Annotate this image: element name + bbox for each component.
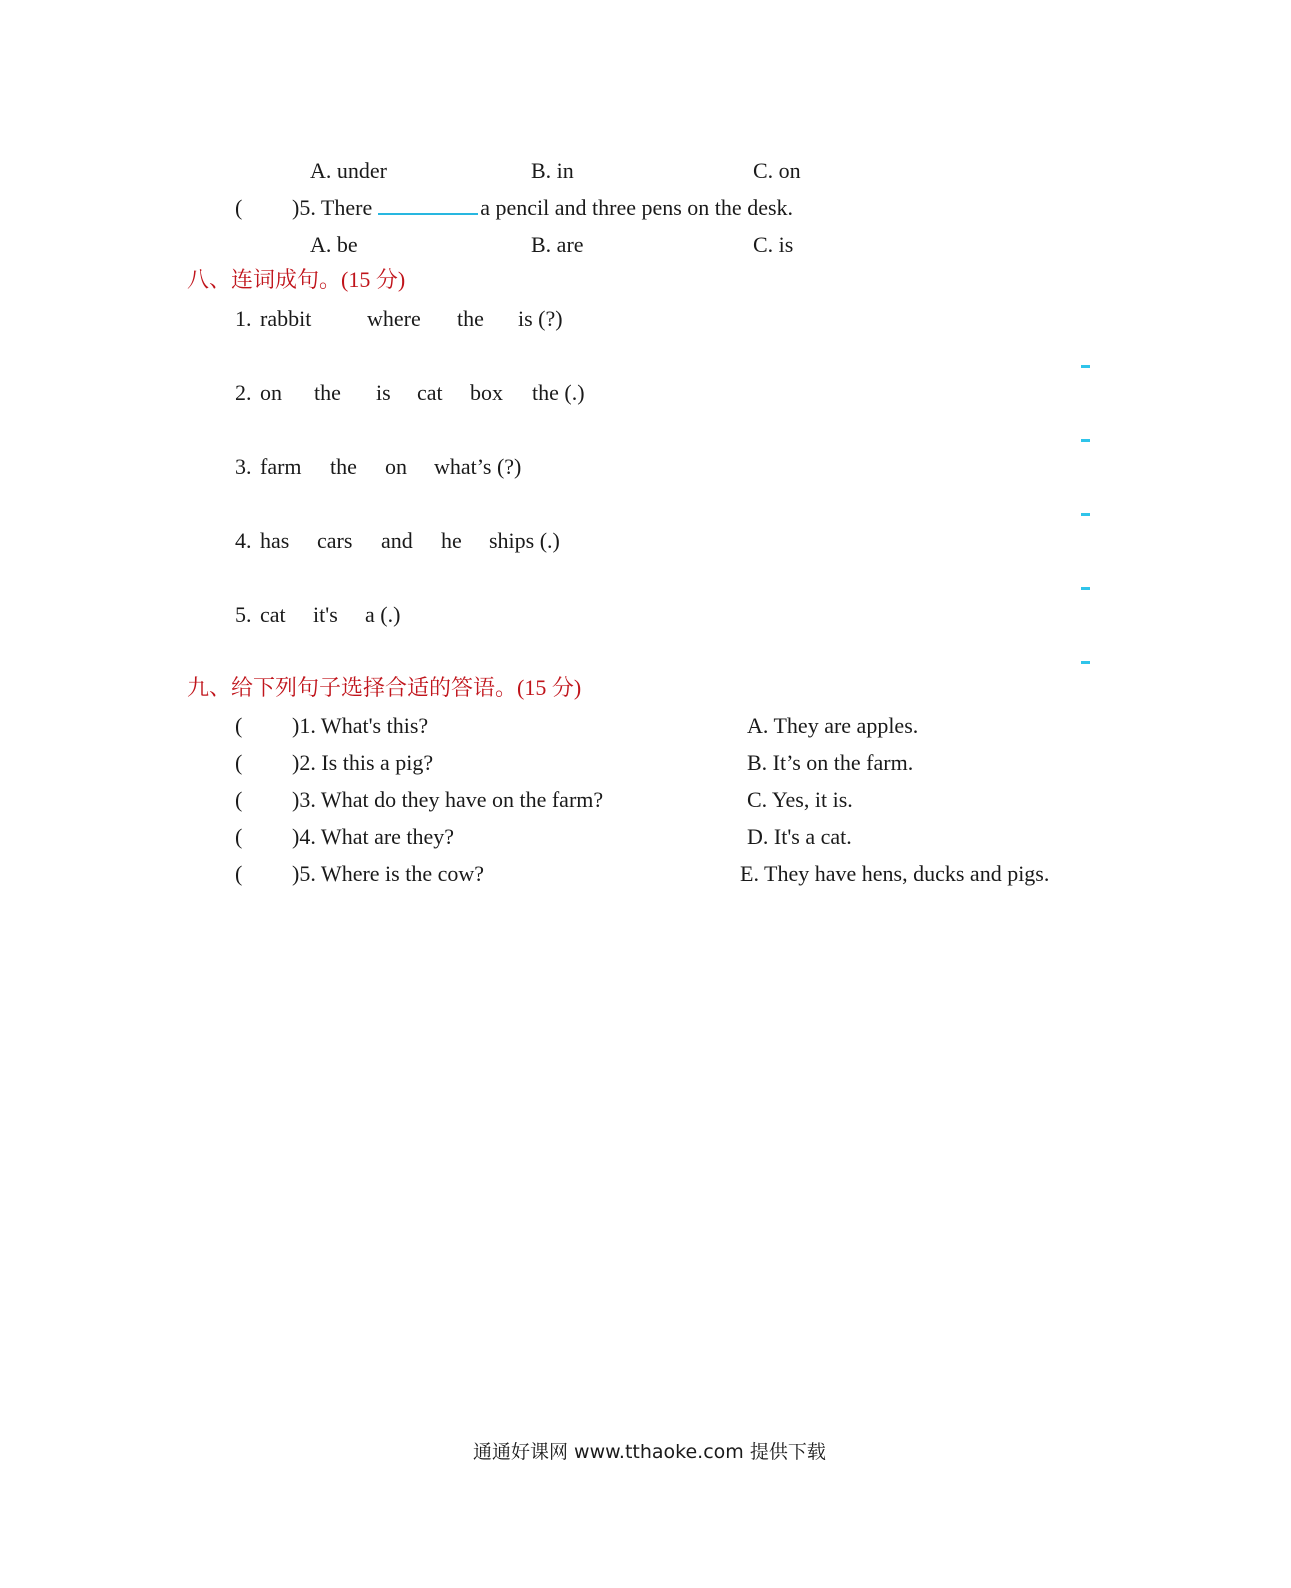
answer-line-marker [1081,439,1090,442]
question-3: )3. What do they have on the farm? [292,787,604,812]
word: what’s (?) [434,454,522,479]
word: the [314,380,341,405]
word: ships (.) [489,528,560,553]
question-4: )4. What are they? [292,824,455,849]
word: it's [313,602,338,627]
answer-option-d: D. It's a cat. [747,824,852,849]
option-a: A. under [310,158,387,183]
word: is (?) [518,306,563,331]
word: where [367,306,421,331]
option-c: C. on [753,158,801,183]
answer-line-marker [1081,587,1090,590]
item-number: 1. [235,306,252,331]
item-number: 3. [235,454,252,479]
word: cat [260,602,286,627]
word: and [381,528,413,553]
question-5: )5. Where is the cow? [292,861,485,886]
question-2: )2. Is this a pig? [292,750,434,775]
answer-paren[interactable]: ( [235,713,243,738]
answer-line-marker [1081,661,1090,664]
word: is [376,380,391,405]
answer-option-a: A. They are apples. [747,713,919,738]
answer-option-e: E. They have hens, ducks and pigs. [740,861,1050,886]
word: the [330,454,357,479]
item-number: 4. [235,528,252,553]
option-b: B. in [531,158,574,183]
answer-line-marker [1081,513,1090,516]
item-number: 2. [235,380,252,405]
q5-option-a: A. be [310,232,358,257]
answer-option-b: B. It’s on the farm. [747,750,914,775]
q5-option-c: C. is [753,232,794,257]
q5-rest: a pencil and three pens on the desk. [480,195,794,220]
word: the (.) [532,380,585,405]
word: cat [417,380,443,405]
section9-title: 九、给下列句子选择合适的答语。(15 分) [187,675,582,700]
answer-paren[interactable]: ( [235,824,243,849]
q5-option-b: B. are [531,232,584,257]
section8-title: 八、连词成句。(15 分) [187,267,406,292]
word: box [470,380,503,405]
item-number: 5. [235,602,252,627]
question-1: )1. What's this? [292,713,429,738]
footer-source: 通通好课网 www.tthaoke.com 提供下载 [473,1441,826,1463]
word: a (.) [365,602,401,627]
q5-paren: ( [235,195,243,220]
word: cars [317,528,353,553]
answer-option-c: C. Yes, it is. [747,787,853,812]
q5-blank[interactable] [378,195,478,215]
word: on [385,454,407,479]
answer-line-marker [1081,365,1090,368]
word: rabbit [260,306,312,331]
answer-paren[interactable]: ( [235,861,243,886]
word: he [441,528,462,553]
word: the [457,306,484,331]
word: has [260,528,290,553]
q5-stem [292,195,793,221]
q5-number: )5. There [292,195,373,220]
answer-paren[interactable]: ( [235,750,243,775]
answer-paren[interactable]: ( [235,787,243,812]
word: farm [260,454,302,479]
word: on [260,380,282,405]
